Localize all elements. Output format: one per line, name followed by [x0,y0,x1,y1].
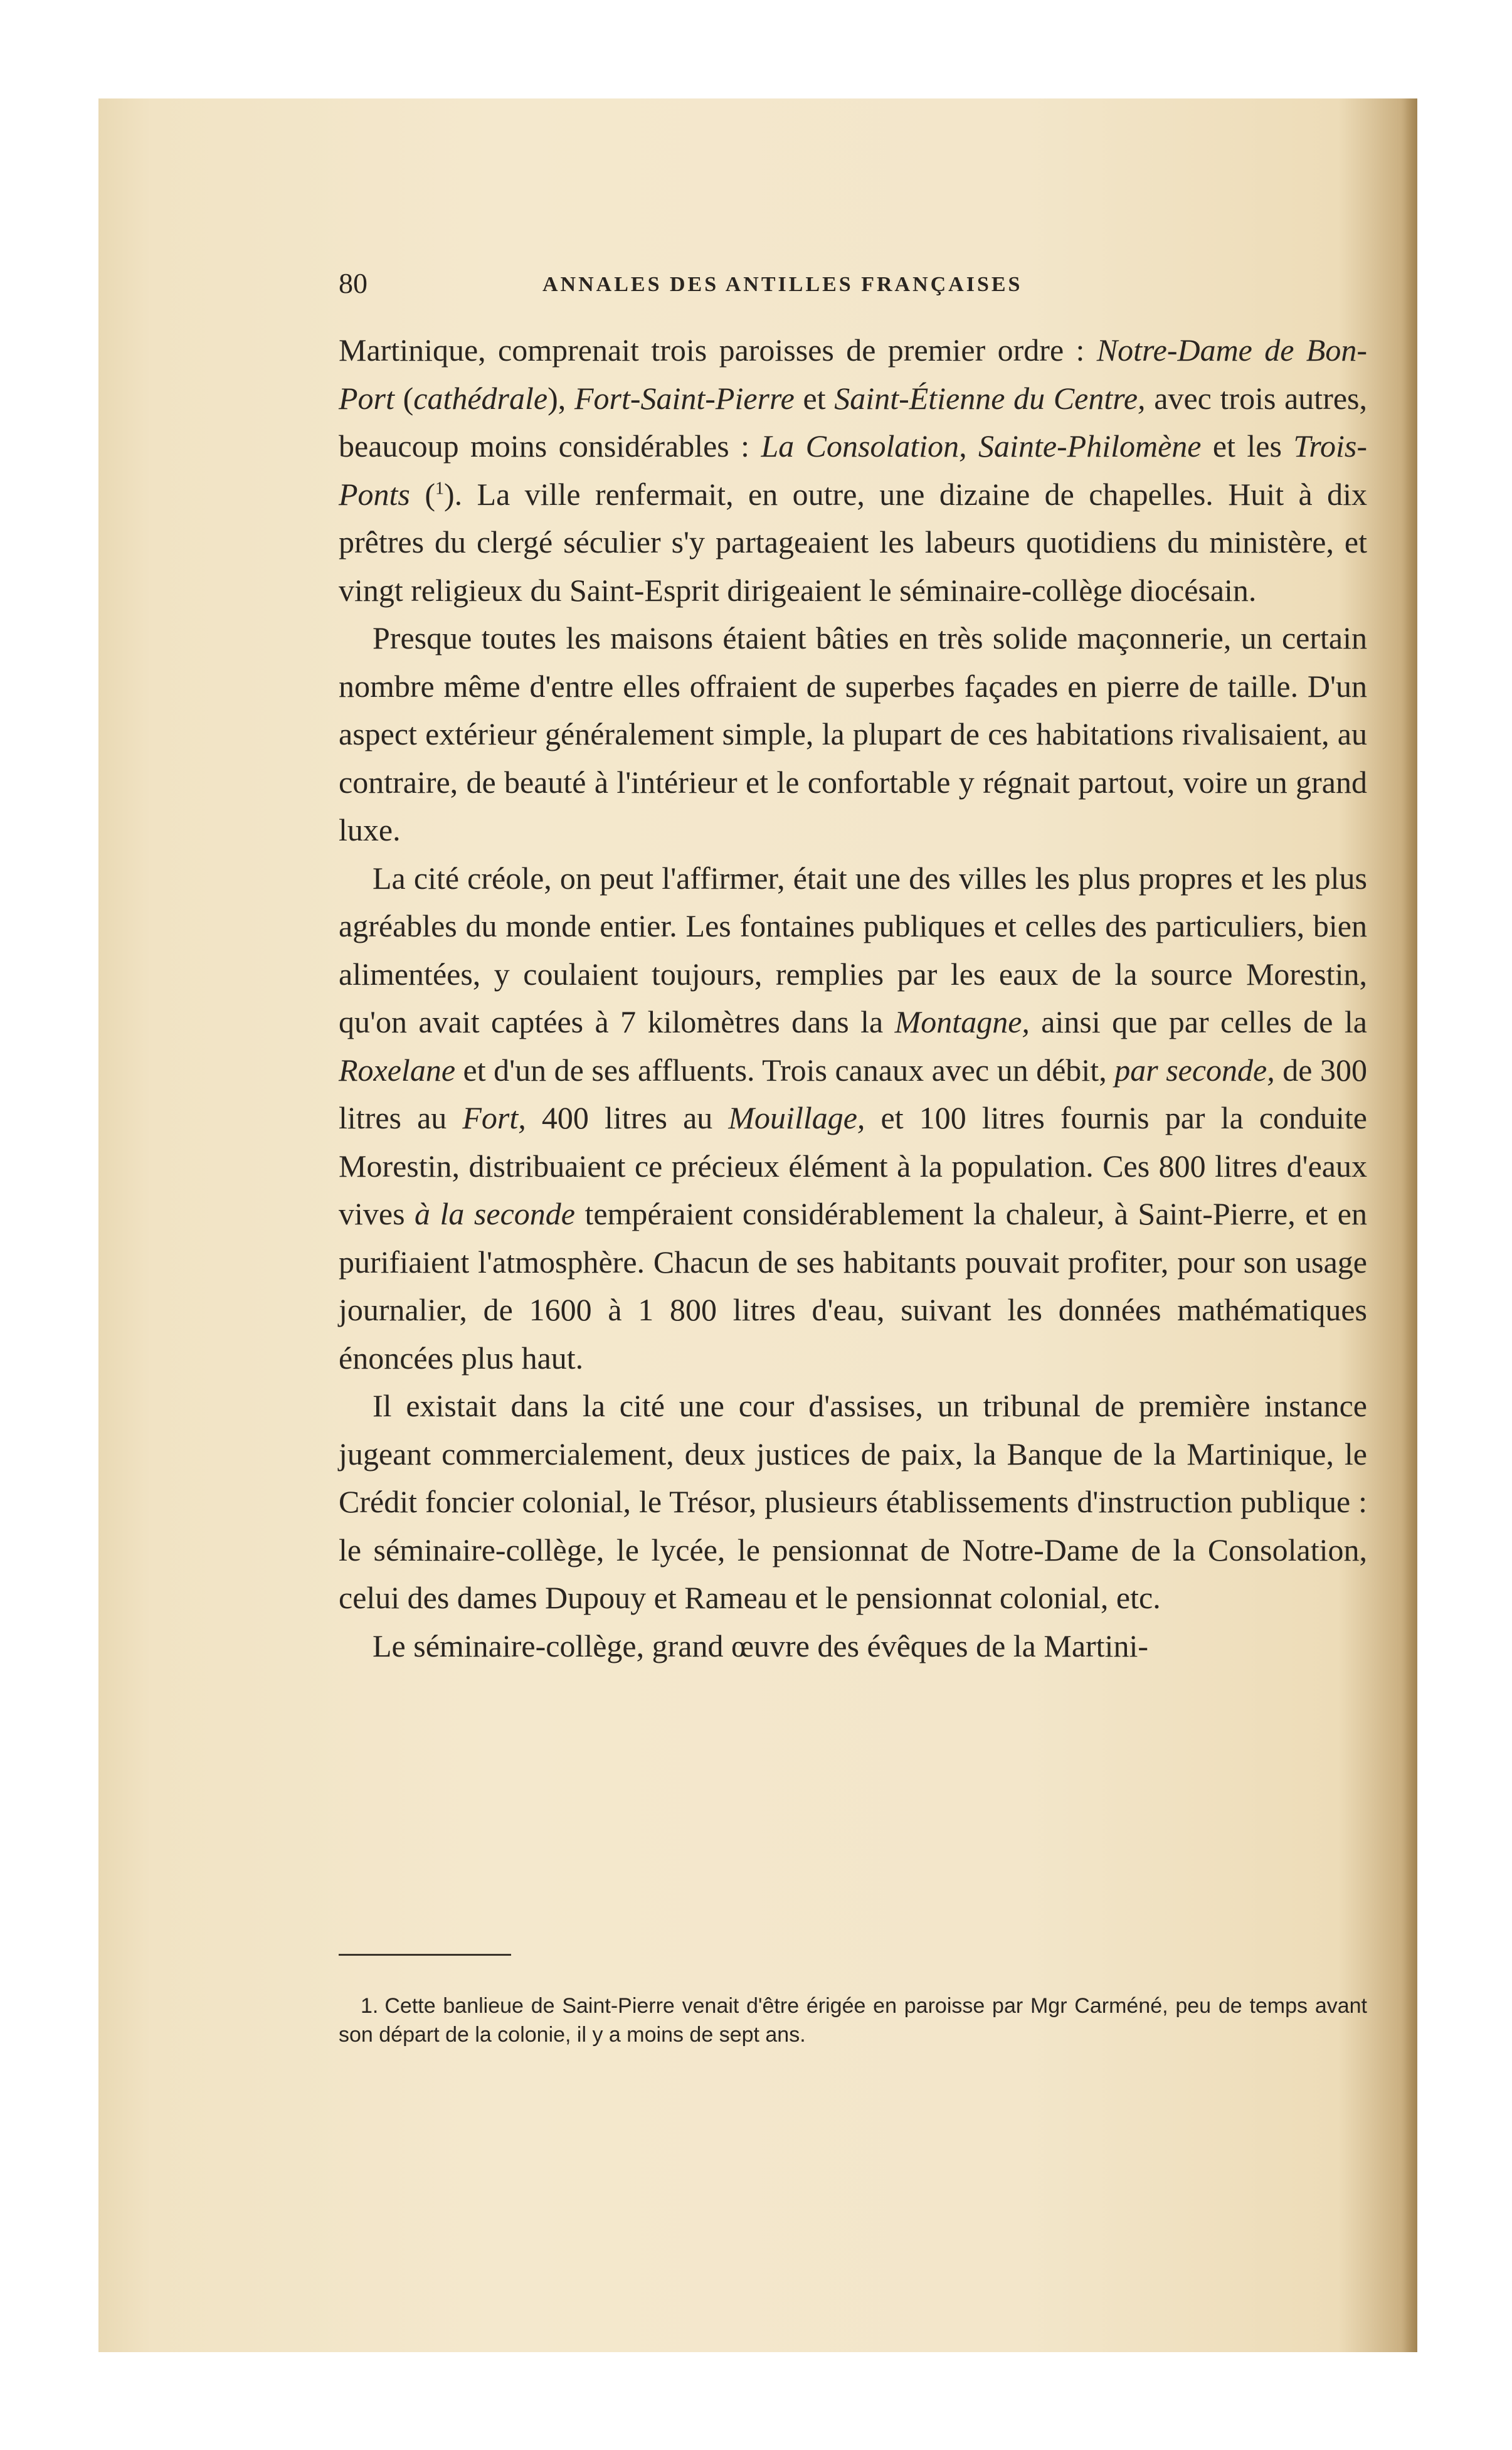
text-run: La cité créole, on peut l'affirmer, était une des villes les plus propres et les plus agréables du monde entier. Les fontaines publiques et celles des particuliers, bien alimentées, y coulaient toujours, remplies par les eaux de la source Morestin, qu'on avait captées à 7 kilomètres dans la [339,860,1367,1039]
italic-run: Roxelane [339,1052,456,1088]
paragraph-1 [339,326,1367,614]
italic-run: Trois-Ponts [339,428,1367,512]
text-run: 400 litres au [526,1100,729,1135]
italic-run: Fort, [462,1100,526,1135]
text-run: et les [1201,428,1294,464]
text-run: tempéraient considérablement la chaleur, à Saint-Pierre, et en purifiaient l'atmosphère. Chacun de ses habitants pouvait profiter, pour son usage journalier, de 1600 à 1 800 litres d'eau, suivant les données mathématiques énoncées plus haut. [339,1196,1368,1376]
footnote [339,1991,1367,2049]
text-run: de 300 litres au [339,1052,1367,1135]
text-run: ( [394,380,414,416]
page-header [339,267,1367,304]
text-run: ). La ville renfermait, en outre, une dizaine de chapelles. Huit à dix prêtres du clergé séculier s'y partageaient les labeurs quotidiens du ministère, et vingt religieux du Saint-Esprit dirigeaient le séminaire-collège diocésain. [339,476,1367,608]
italic-run: à la seconde [415,1196,575,1231]
footnote-rule [339,1954,511,1956]
running-title: ANNALES DES ANTILLES FRANÇAISES [542,273,1023,296]
text-run: ), [547,380,574,416]
page-number: 80 [339,267,367,299]
text-run: et [794,380,835,416]
text-run: ainsi que par celles de la [1029,1004,1367,1039]
footnote-reference: 1 [435,478,444,498]
italic-run: Montagne, [894,1004,1030,1039]
text-run: avec trois autres, beaucoup moins considérables : [339,380,1368,464]
italic-run: La Consolation, Sainte-Philomène [761,428,1202,464]
footnote-text: Cette banlieue de Saint-Pierre venait d'être érigée en paroisse par Mgr Carméné, peu de temps avant son départ de la colonie, il y a moins de sept ans. [339,1994,1367,2047]
paragraph-5: Le séminaire-collège, grand œuvre des évêques de la Martini- [373,1628,1148,1663]
text-run: et 100 litres fournis par la conduite Morestin, distribuaient ce précieux élément à la population. Ces 800 litres d'eaux vives [339,1100,1367,1231]
paragraph-2: Presque toutes les maisons étaient bâties en très solide maçonnerie, un certain nombre même d'entre elles offraient de superbes façades en pierre de taille. D'un aspect extérieur généralement simple, la plupart de ces habitations rivalisaient, au contraire, de beauté à l'intérieur et le confortable y régnait partout, voire un grand luxe. [339,620,1367,847]
body-text [339,326,1367,1670]
footnote-number: 1. [361,1994,379,2018]
text-run: et d'un de ses affluents. Trois canaux avec un débit, [455,1052,1115,1088]
italic-run: Mouillage, [728,1100,865,1135]
text-run: Martinique, comprenait trois paroisses de premier ordre : [339,332,1097,368]
italic-run: Notre-Dame de Bon-Port [339,332,1368,416]
italic-run: Saint-Étienne du Centre, [834,380,1146,416]
paragraph-3 [339,854,1367,1382]
paragraph-4: Il existait dans la cité une cour d'assises, un tribunal de première instance jugeant commercialement, deux justices de paix, la Banque de la Martinique, le Crédit foncier colonial, le Trésor, plusieurs établissements d'instruction publique : le séminaire-collège, le lycée, le pensionnat de Notre-Dame de la Consolation, celui des dames Dupouy et Rameau et le pensionnat colonial, etc. [339,1388,1367,1615]
italic-run: Fort-Saint-Pierre [574,380,795,416]
text-run: ( [410,476,435,512]
italic-run: cathédrale [413,380,548,416]
italic-run: par seconde, [1114,1052,1275,1088]
